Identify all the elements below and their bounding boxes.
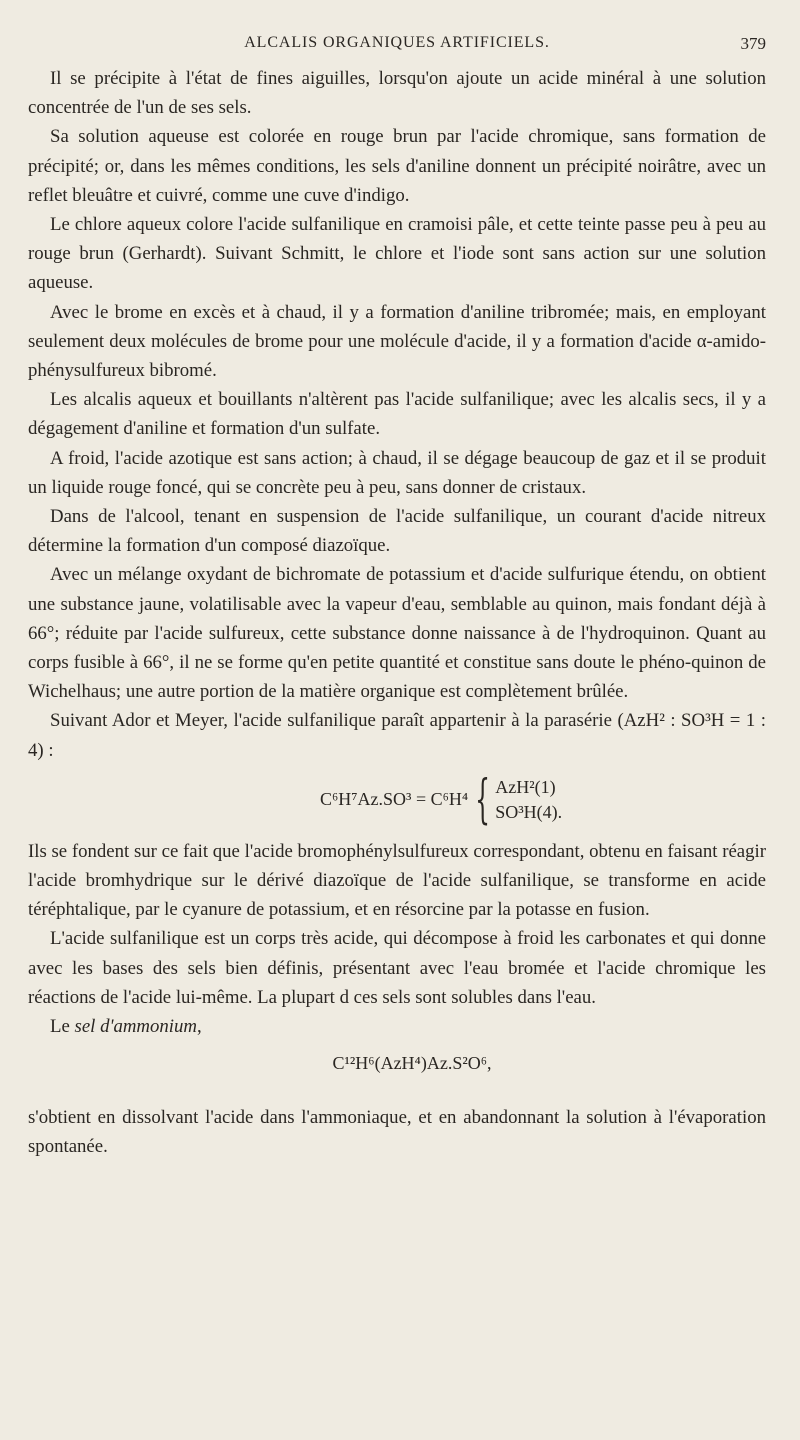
paragraph-final: s'obtient en dissolvant l'acide dans l'ammoniaque, et en abandonnant la solution à l'évaporation spontanée. [28,1106,766,1157]
page-number: 379 [740,34,766,53]
ammonium-salt-name: sel d'ammonium [74,1016,197,1038]
formula-substituent-bottom: SO³H(4). [495,801,563,822]
formula-lhs: C⁶H⁷Az.SO³ = C⁶H⁴ [320,789,469,810]
page-header [28,34,766,58]
ammonium-salt-heading [28,1012,766,1041]
paragraph: Le chlore aqueux colore l'acide sulfanilique en cramoisi pâle, et cette teinte passe peu à peu au rouge brun (Gerhardt). Suivant Schmitt, le chlore et l'iode sont sans action sur une solution aqueuse. [28,214,766,294]
sulfanilic-formula [320,769,766,831]
paragraph: Dans de l'alcool, tenant en suspension de l'acide sulfanilique, un courant d'acide nitreux détermine la formation d'un composé diazoïque. [28,506,766,557]
running-title: ALCALIS ORGANIQUES ARTIFICIELS. [244,34,550,51]
paragraph: A froid, l'acide azotique est sans action; à chaud, il se dégage beaucoup de gaz et il se produit un liquide rouge foncé, qui se concrète peu à peu, sans donner de cristaux. [28,447,766,498]
paragraph: Sa solution aqueuse est colorée en rouge brun par l'acide chromique, sans formation de précipité; or, dans les mêmes conditions, les sels d'aniline donnent un précipité noirâtre, avec un reflet bleuâtre et cuivré, comme une cuve d'indigo. [28,126,766,206]
paragraph: Avec un mélange oxydant de bichromate de potassium et d'acide sulfurique étendu, on obtient une substance jaune, volatilisable avec la vapeur d'eau, semblable au quinon, mais fondant déjà à 66°; réduite par l'acide sulfureux, cette substance donne naissance à de l'hydroquinon. Quant au corps fusible à 66°, il ne se forme qu'en petite quantité et constitue sans doute le phéno-quinon de Wichelhaus; une autre portion de la matière organique est complètement brûlée. [28,564,766,703]
paragraph-after-formula: Ils se fondent sur ce fait que l'acide bromophénylsulfureux correspondant, obtenu en faisant réagir l'acide bromhydrique sur le dérivé diazoïque de l'acide sulfanilique, se transforme en acide téréphtalique, par le cyanure de potassium, et en résorcine par la potasse en fusion. [28,840,766,921]
paragraph-salts: L'acide sulfanilique est un corps très acide, qui décompose à froid les carbonates et qui donne avec les bases des sels bien définis, présentant avec l'eau bromée et l'acide chromique les réactions de l'acide lui-même. La plupart d ces sels sont solubles dans l'eau. [28,928,766,1008]
paragraph-ador-meyer: Suivant Ador et Meyer, l'acide sulfanilique paraît appartenir à la parasérie (AzH² : SO³H = 1 : 4) : [28,710,766,761]
paragraph: Avec le brome en excès et à chaud, il y a formation d'aniline tribromée; mais, en employant seulement deux molécules de brome pour une molécule d'acide, il y a formation d'acide α-amido-phénysulfureux bibromé. [28,301,766,382]
ammonium-intro: Le [50,1016,75,1038]
ammonium-comma: , [196,1016,202,1038]
formula-substituent-top: AzH²(1) [495,776,556,797]
paragraph: Il se précipite à l'état de fines aiguilles, lorsqu'on ajoute un acide minéral à une solution concentrée de l'un de ses sels. [28,68,766,119]
brace-glyph: { [475,769,491,830]
formula-substituents [495,775,562,825]
ammonium-salt-formula: C¹²H⁶(AzH⁴)Az.S²O⁶, [332,1053,492,1074]
paragraph: Les alcalis aqueux et bouillants n'altèrent pas l'acide sulfanilique; avec les alcalis secs, il y a dégagement d'aniline et formation d'un sulfate. [28,389,766,440]
body-text [28,64,766,1161]
